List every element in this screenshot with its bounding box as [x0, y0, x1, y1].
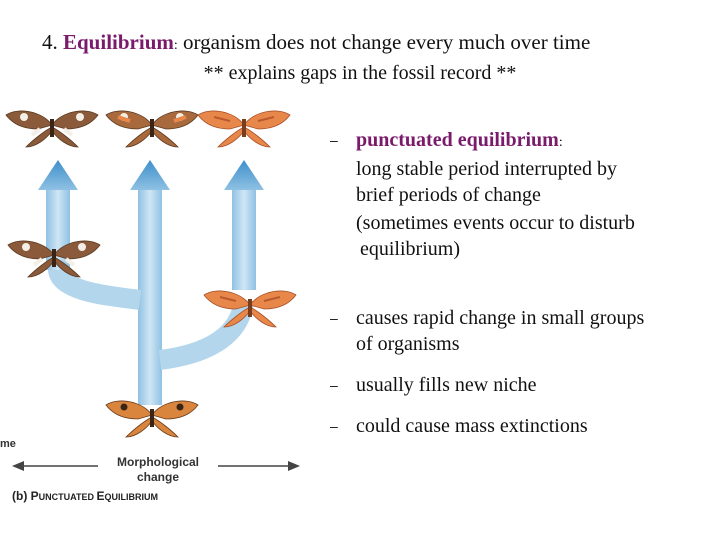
heading-term: Equilibrium — [63, 30, 174, 54]
bullet-line: brief periods of change — [356, 184, 541, 206]
butterfly-icon — [204, 291, 296, 327]
bullet-line: usually fills new niche — [356, 374, 537, 396]
slide-heading — [42, 30, 590, 55]
edge-fragment-label: me — [0, 438, 16, 450]
bullet-line: (sometimes events occur to disturb — [356, 212, 635, 234]
right-shaft — [232, 180, 256, 290]
figure-caption — [12, 489, 158, 503]
bullet-dash: – — [330, 132, 338, 148]
slide-subtitle: ** explains gaps in the fossil record ** — [203, 62, 517, 84]
bullet-line: equilibrium) — [360, 238, 460, 260]
heading-colon: : — [173, 38, 178, 53]
caption-smallcaps: QUILIBRIUM — [104, 492, 159, 502]
bullet-line: long stable period interrupted by — [356, 158, 618, 180]
heading-number: 4. — [42, 30, 58, 54]
trunk-shaft — [138, 180, 162, 405]
left-branch — [58, 260, 140, 300]
bullet-term: punctuated equilibrium — [356, 129, 559, 151]
caption-prefix: (b) — [12, 489, 31, 503]
bullet-line: causes rapid change in small groups — [356, 307, 645, 329]
lineage-arrows — [38, 160, 264, 405]
axis-label-line2: change — [136, 470, 180, 484]
caption-smallcaps: UNCTUATED — [38, 492, 97, 502]
punctuated-equilibrium-diagram — [0, 95, 330, 515]
butterfly-icon — [106, 111, 198, 147]
bullet-term-colon: : — [558, 135, 563, 150]
bullet-line: could cause mass extinctions — [356, 415, 588, 437]
bullet-dash: – — [330, 418, 338, 434]
bullet-dash: – — [330, 377, 338, 393]
caption-cap: P — [30, 489, 39, 503]
trunk-arrowhead — [130, 160, 170, 190]
bullet-line: of organisms — [356, 333, 460, 355]
right-arrowhead — [224, 160, 264, 190]
left-arrowhead — [38, 160, 78, 190]
bullet-dash: – — [330, 310, 338, 326]
caption-cap: E — [96, 489, 105, 503]
butterfly-icon — [106, 401, 198, 437]
heading-definition: organism does not change every much over time — [183, 30, 591, 54]
butterfly-icon — [198, 111, 290, 147]
axis-label-line1: Morphological — [117, 455, 199, 469]
butterfly-icon — [6, 111, 98, 147]
